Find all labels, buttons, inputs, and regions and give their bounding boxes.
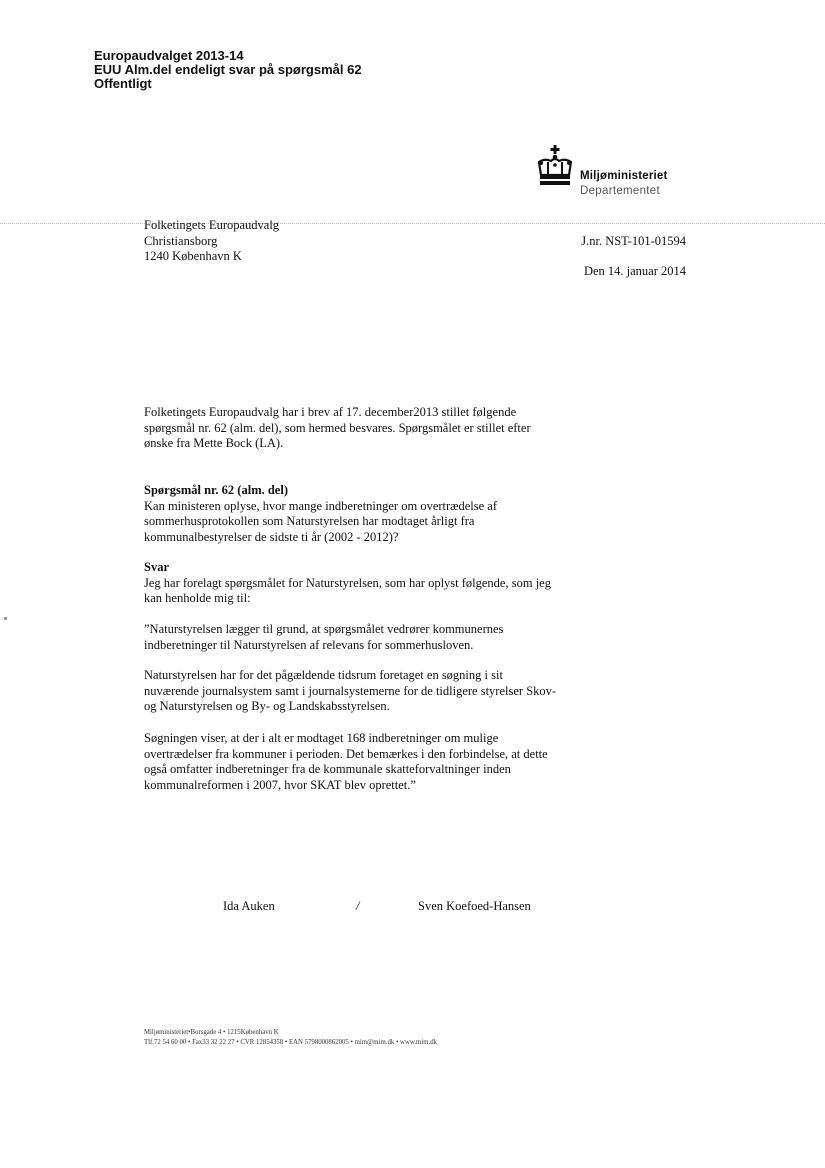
text-line: Naturstyrelsen har for det pågældende tidsrum foretaget en søgning i sit [144, 668, 503, 682]
ministry-logo-text [580, 169, 668, 199]
ministry-department: Departementet [580, 185, 660, 197]
text-line: nuværende journalsystem samt i journalsystemerne for de tidligere styrelser Skov- [144, 683, 557, 698]
quote-paragraph-2 [144, 668, 614, 715]
footer-address: Miljøministeriet•Borsgade 4 • 1215København K [144, 1029, 279, 1036]
letter-footer [144, 1028, 437, 1048]
document-header [94, 49, 362, 91]
header-subject: EUU Alm.del endeligt svar på spørgsmål 62 [94, 62, 362, 77]
header-committee: Europaudvalget 2013-14 [94, 48, 244, 63]
text-line: spørgsmål nr. 62 (alm. del), som hermed besvares. Spørgsmålet er stillet efter [144, 420, 531, 435]
recipient-name: Folketingets Europaudvalg [144, 218, 280, 232]
text-line: Folketingets Europaudvalg har i brev af 17. december2013 stillet følgende [144, 405, 517, 419]
text-line: indberetninger til Naturstyrelsen af relevans for sommerhusloven. [144, 637, 474, 652]
signature-separator: / [356, 899, 360, 913]
answer-section [144, 560, 614, 607]
text-line: overtrædelser fra kommuner i perioden. Det bemærkes i den forbindelse, at dette [144, 746, 548, 761]
journal-number: J.nr. NST-101-01594 [581, 234, 686, 248]
text-line: ”Naturstyrelsen lægger til grund, at spørgsmålet vedrører kommunernes [144, 622, 504, 636]
crown-icon [531, 145, 579, 187]
text-line: Jeg har forelagt spørgsmålet for Naturstyrelsen, som har oplyst følgende, som jeg [144, 575, 551, 590]
text-line: også omfatter indberetninger fra de kommunale skatteforvaltninger inden [144, 762, 511, 776]
margin-mark [4, 617, 7, 620]
recipient-address [144, 218, 279, 265]
recipient-city: 1240 København K [144, 249, 242, 263]
ministry-name: Miljøministeriet [580, 170, 668, 182]
question-section [144, 483, 614, 545]
signature-official: Sven Koefoed-Hansen [418, 899, 531, 913]
quote-paragraph-3 [144, 731, 614, 793]
fold-line [0, 223, 825, 224]
text-line: kommunalreformen i 2007, hvor SKAT blev oprettet.” [144, 777, 416, 792]
text-line: sommerhusprotokollen som Naturstyrelsen har modtaget årligt fra [144, 514, 475, 528]
answer-heading: Svar [144, 560, 169, 574]
recipient-street: Christiansborg [144, 233, 218, 248]
text-line: kommunalbestyrelser de sidste ti år (2002 - 2012)? [144, 529, 399, 544]
header-classification: Offentligt [94, 76, 152, 91]
text-line: kan henholde mig til: [144, 591, 251, 605]
text-line: ønske fra Mette Bock (LA). [144, 436, 284, 450]
signature-minister: Ida Auken [223, 899, 275, 913]
text-line: Søgningen viser, at der i alt er modtaget 168 indberetninger om mulige [144, 731, 499, 745]
text-line: Kan ministeren oplyse, hvor mange indberetninger om overtrædelse af [144, 498, 498, 513]
question-heading: Spørgsmål nr. 62 (alm. del) [144, 483, 288, 497]
text-line: og Naturstyrelsen og By- og Landskabsstyrelsen. [144, 699, 390, 713]
letter-date: Den 14. januar 2014 [583, 264, 686, 278]
intro-paragraph [144, 405, 614, 452]
quote-paragraph-1 [144, 622, 614, 653]
footer-contact: Tlf.72 54 60 00 • Fax33 32 22 27 • CVR 12854358 • EAN 5798000862005 • mim@mim.dk • www.mim.dk [144, 1039, 437, 1046]
